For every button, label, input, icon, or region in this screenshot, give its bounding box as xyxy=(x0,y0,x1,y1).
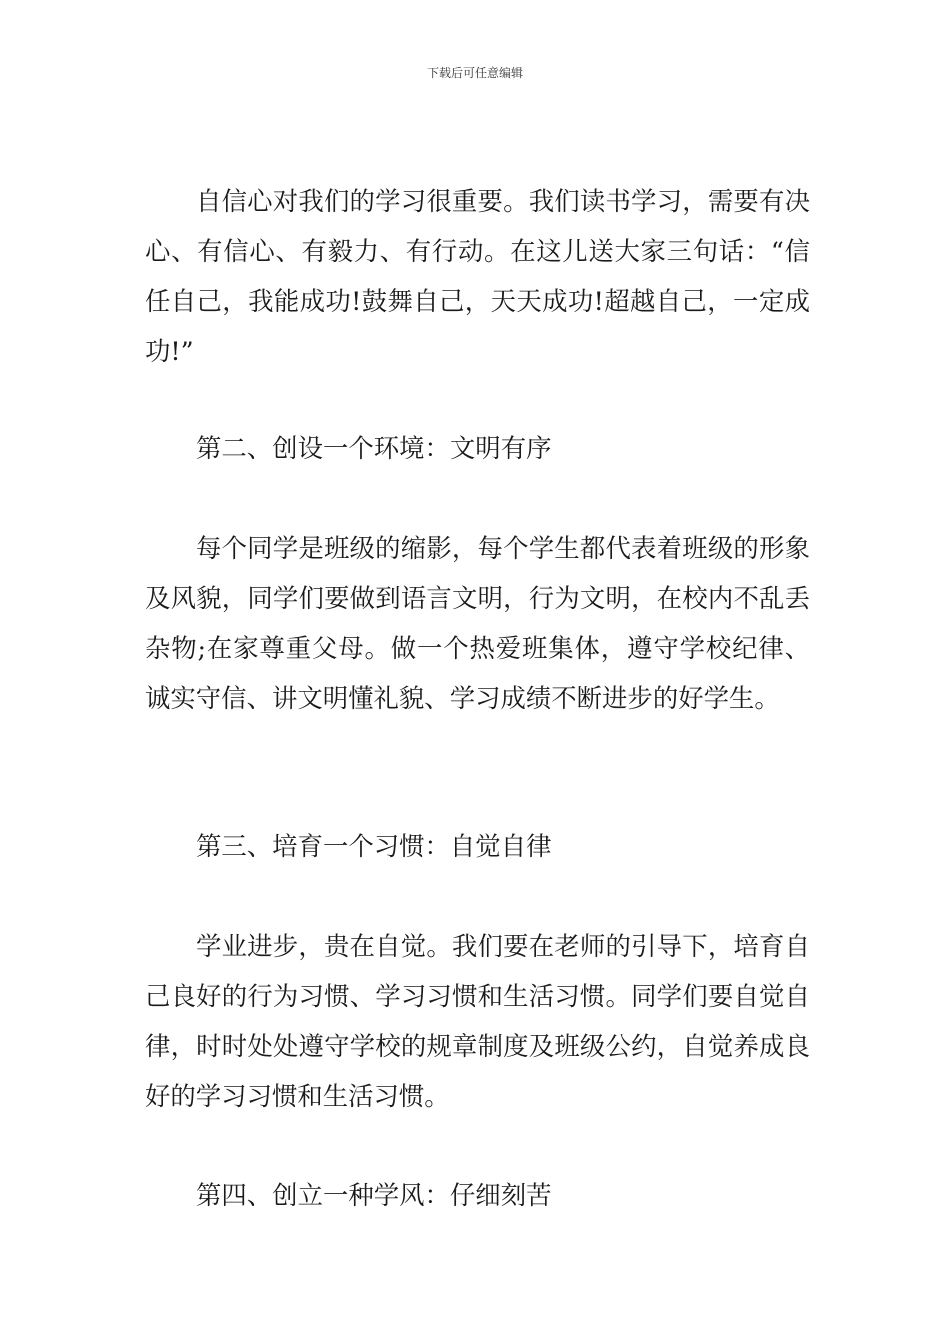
page-header: 下载后可任意编辑 xyxy=(426,66,523,80)
paragraph-civilized-order: 每个同学是班级的缩影，每个学生都代表着班级的形象及风貌，同学们要做到语言文明，行为文明，在校内不乱丢杂物;在家尊重父母。做一个热爱班集体，遵守学校纪律、诚实守信、讲文明懂礼貌、学习成绩不断进步的好学生。 xyxy=(145,533,810,713)
section-heading-4: 第四、创立一种学风：仔细刻苦 xyxy=(196,1180,552,1210)
section-heading-2: 第二、创设一个环境：文明有序 xyxy=(196,433,552,463)
paragraph-self-confidence: 自信心对我们的学习很重要。我们读书学习，需要有决心、有信心、有毅力、有行动。在这儿送大家三句话：“信任自己，我能成功!鼓舞自己，天天成功!超越自己，一定成功!” xyxy=(145,186,810,366)
section-heading-3: 第三、培育一个习惯：自觉自律 xyxy=(196,831,552,861)
paragraph-self-discipline: 学业进步，贵在自觉。我们要在老师的引导下，培育自己良好的行为习惯、学习习惯和生活习惯。同学们要自觉自律，时时处处遵守学校的规章制度及班级公约，自觉养成良好的学习习惯和生活习惯。 xyxy=(145,931,810,1111)
